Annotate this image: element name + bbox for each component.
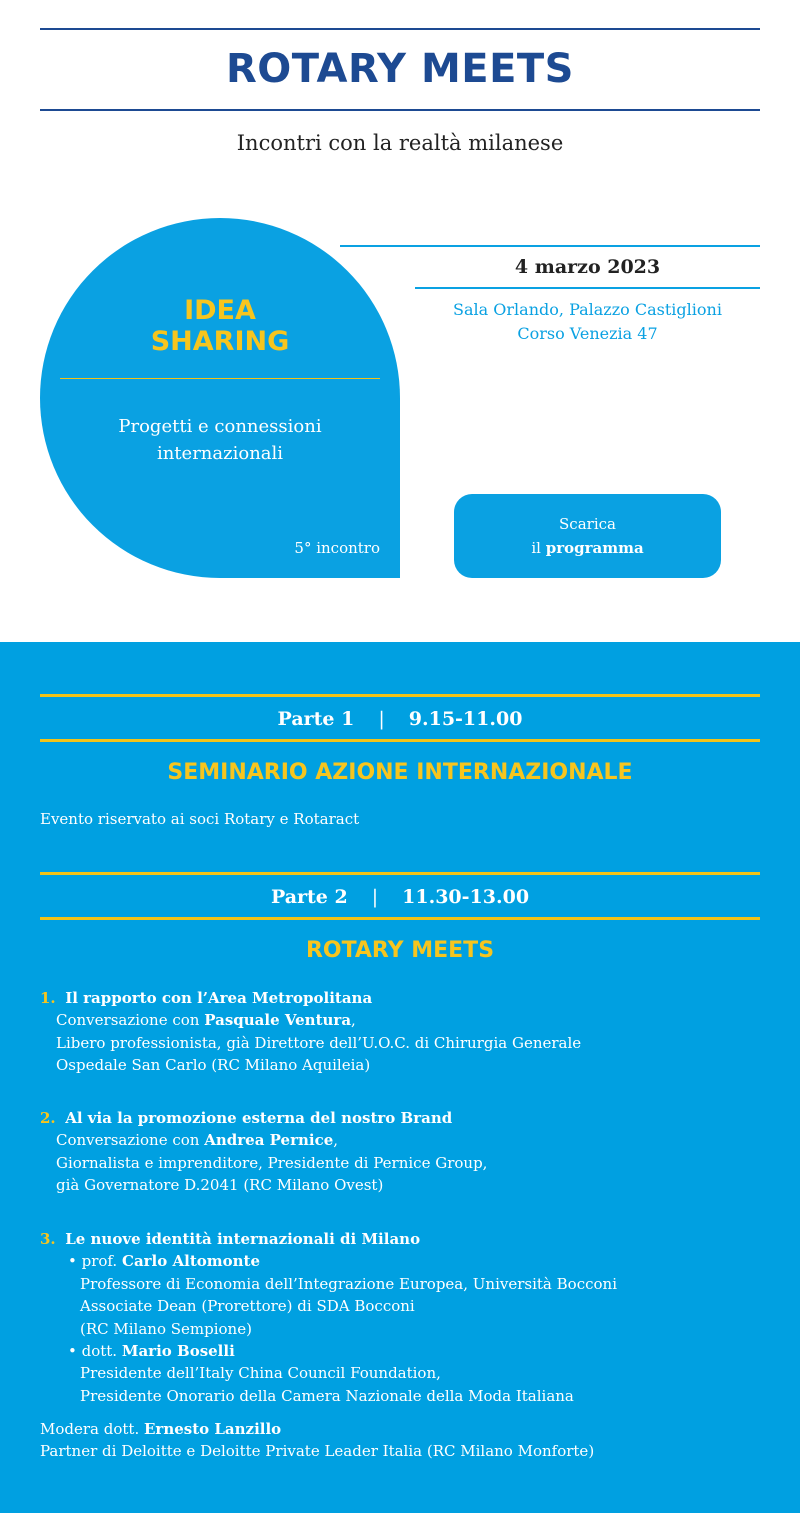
moderator-name: Ernesto Lanzillo: [144, 1420, 282, 1438]
part1-bottom-rule: [40, 739, 760, 742]
part2-bottom-rule: [40, 917, 760, 920]
meeting-number: 5° incontro: [294, 539, 380, 557]
part2-label: Parte 2: [270, 886, 348, 908]
venue-line1: Sala Orlando, Palazzo Castiglioni: [453, 300, 722, 319]
agenda-item-3-title: [40, 1228, 420, 1251]
badge-description: [40, 413, 400, 467]
agenda-item-1-line2: Libero professionista, già Direttore dell’U.O.C. di Chirurgia Generale: [56, 1034, 582, 1052]
agenda-item-2-number: 2.: [40, 1109, 56, 1127]
event-venue: [415, 298, 760, 346]
agenda-item-2-title: [40, 1107, 452, 1130]
part2-title: ROTARY MEETS: [305, 938, 495, 963]
part1-header: [40, 708, 760, 730]
agenda-item-2-line2: Giornalista e imprenditore, Presidente di Pernice Group,: [56, 1154, 488, 1172]
agenda-item-3-number: 3.: [40, 1230, 56, 1248]
title-rule: [40, 109, 760, 111]
speaker2-prefix: • dott.: [68, 1342, 118, 1360]
agenda-item-1-speaker-name: Pasquale Ventura: [204, 1011, 352, 1029]
download-program-button[interactable]: [454, 494, 721, 578]
page-title: ROTARY MEETS: [226, 46, 574, 92]
agenda-item-1-heading: Il rapporto con l’Area Metropolitana: [65, 989, 373, 1007]
speaker1-name: Carlo Altomonte: [122, 1252, 261, 1270]
agenda-item-2-heading: Al via la promozione esterna del nostro Brand: [65, 1109, 453, 1127]
speaker2-name: Mario Boselli: [121, 1342, 235, 1360]
idea-sharing-badge: [40, 218, 400, 578]
speaker1-line3: (RC Milano Sempione): [80, 1320, 252, 1338]
part1-label: Parte 1: [277, 708, 355, 730]
top-rule: [40, 28, 760, 30]
agenda-item-1-comma: ,: [351, 1011, 356, 1029]
agenda-item-2-speaker-name: Andrea Pernice: [204, 1131, 334, 1149]
date-top-rule: [340, 245, 760, 247]
moderator-line2: Partner di Deloitte e Deloitte Private Leader Italia (RC Milano Monforte): [40, 1442, 595, 1460]
speaker1-line2: Associate Dean (Prorettore) di SDA Bocconi: [80, 1297, 415, 1315]
badge-desc-line1: Progetti e connessioni: [118, 416, 322, 437]
part1-time: 9.15-11.00: [408, 708, 523, 730]
speaker1-prefix: • prof.: [68, 1252, 118, 1270]
download-line2: [454, 536, 721, 560]
agenda-item-2-comma: ,: [333, 1131, 339, 1149]
part1-separator: |: [378, 708, 385, 730]
download-line1: Scarica: [559, 515, 616, 533]
agenda-item-3-speaker2: [68, 1340, 235, 1363]
badge-title-line1: IDEA: [184, 295, 256, 326]
badge-desc-line2: internazionali: [156, 443, 284, 464]
speaker1-line1: Professore di Economia dell’Integrazione Europea, Università Bocconi: [80, 1275, 617, 1293]
agenda-item-1-speaker: [56, 1009, 356, 1032]
part1-note: Evento riservato ai soci Rotary e Rotaract: [40, 810, 360, 828]
download-line2-prefix: il: [531, 539, 541, 557]
agenda-item-1-number: 1.: [40, 989, 56, 1007]
date-bottom-rule: [415, 287, 760, 289]
badge-title-line2: SHARING: [150, 326, 290, 357]
moderator: [40, 1418, 281, 1441]
speaker2-line1: Presidente dell’Italy China Council Foundation,: [80, 1364, 441, 1382]
moderator-prefix: Modera dott.: [40, 1420, 140, 1438]
page-subtitle: Incontri con la realtà milanese: [236, 131, 564, 155]
badge-title: [40, 295, 400, 357]
download-line2-bold: programma: [545, 539, 644, 557]
agenda-item-1-conv: Conversazione con: [56, 1011, 200, 1029]
speaker2-line2: Presidente Onorario della Camera Nazionale della Moda Italiana: [80, 1387, 574, 1405]
agenda-item-2-speaker: [56, 1129, 338, 1152]
part1-title: SEMINARIO AZIONE INTERNAZIONALE: [167, 760, 633, 785]
event-date: 4 marzo 2023: [514, 256, 661, 278]
agenda-item-1-title: [40, 987, 372, 1010]
agenda-item-2-line3: già Governatore D.2041 (RC Milano Ovest): [56, 1176, 384, 1194]
agenda-item-1-line3: Ospedale San Carlo (RC Milano Aquileia): [56, 1056, 371, 1074]
agenda-item-3-heading: Le nuove identità internazionali di Milano: [65, 1230, 421, 1248]
agenda-item-2-conv: Conversazione con: [56, 1131, 200, 1149]
part2-header: [40, 886, 760, 908]
agenda-item-3-speaker1: [68, 1250, 260, 1273]
part2-top-rule: [40, 872, 760, 875]
part1-top-rule: [40, 694, 760, 697]
badge-divider: [60, 378, 380, 379]
part2-time: 11.30-13.00: [402, 886, 530, 908]
part2-separator: |: [371, 886, 379, 908]
venue-line2: Corso Venezia 47: [517, 324, 658, 343]
